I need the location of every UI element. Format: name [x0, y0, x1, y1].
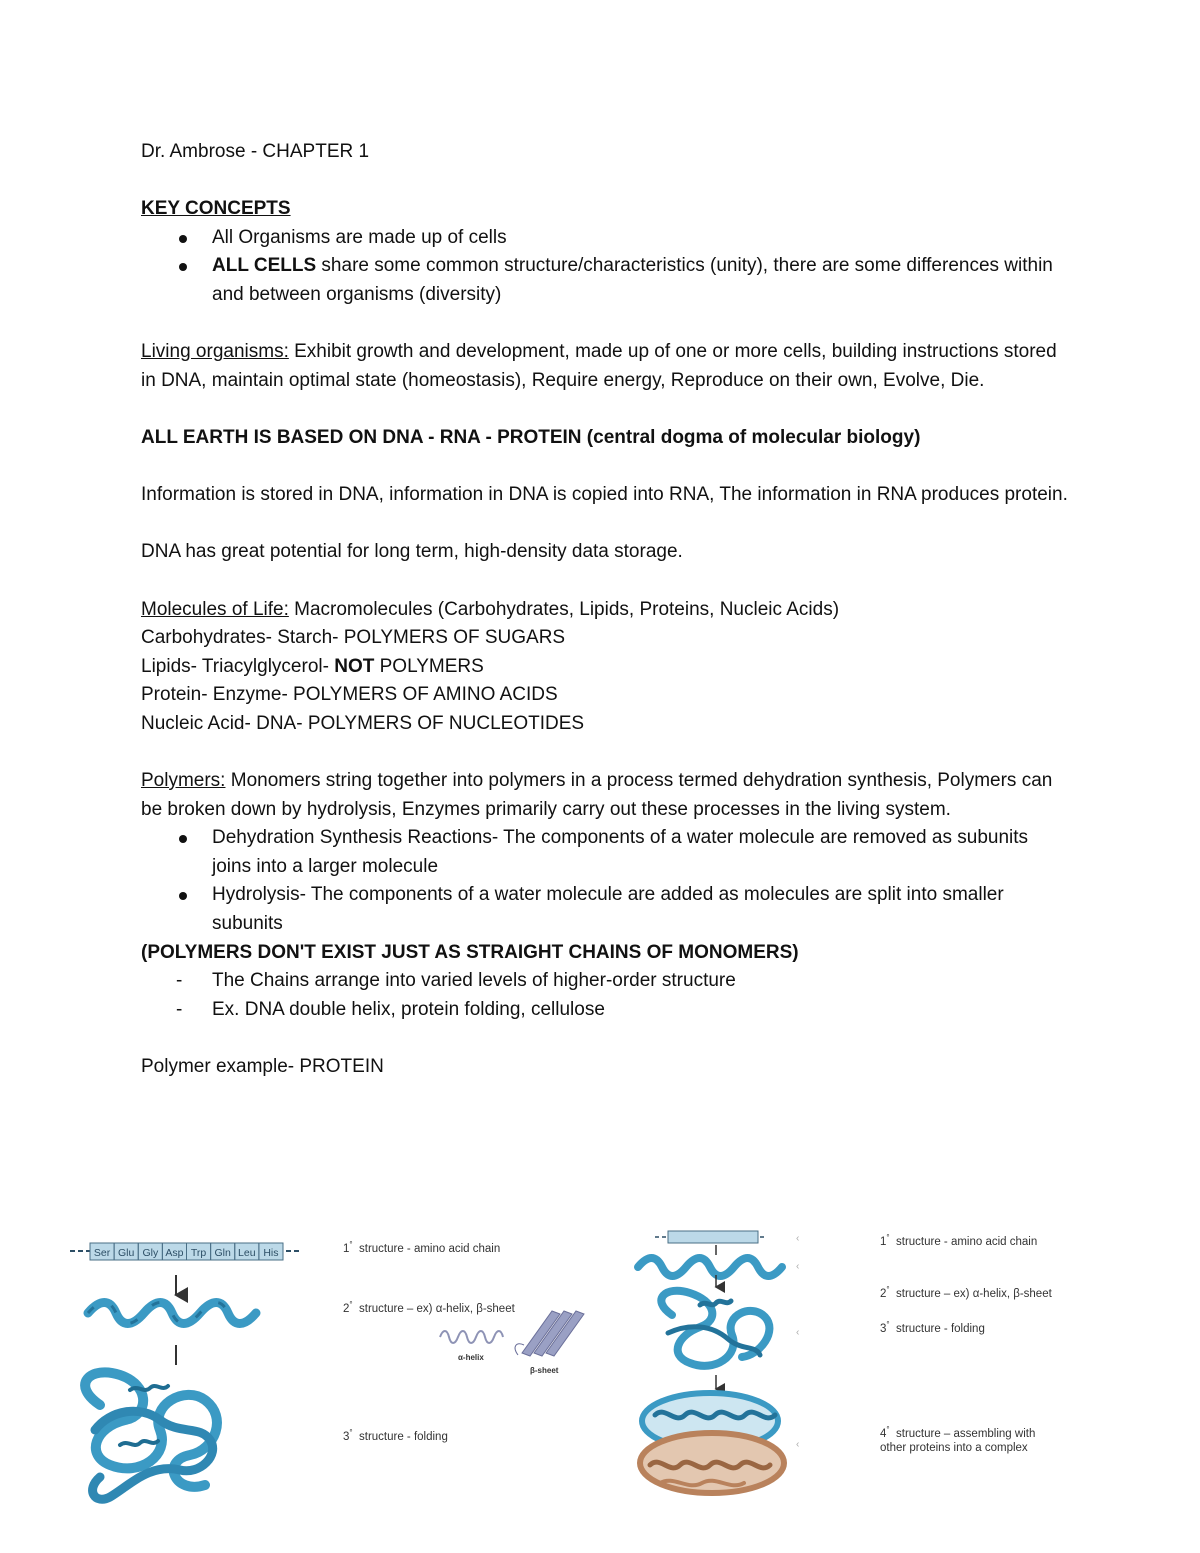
list-item: Dehydration Synthesis Reactions- The components of a water molecule are removed as subunits joins into a larger molecule — [141, 824, 1071, 881]
alpha-helix-ribbon-right — [638, 1258, 782, 1276]
protein-structure-figure — [0, 1215, 1200, 1515]
amino-acid-chain-left — [70, 1243, 300, 1260]
right-quaternary-label: 4° structure – assembling with other proteins into a complex — [880, 1425, 1036, 1454]
folded-protein-left — [85, 1372, 217, 1499]
key-concepts-list — [141, 224, 1071, 310]
list-item: ALL CELLS share some common structure/characteristics (unity), there are some differences within and between organisms (diversity) — [141, 252, 1071, 309]
carbohydrates-line: Carbohydrates- Starch- POLYMERS OF SUGARS — [141, 627, 566, 649]
document-body — [141, 138, 1071, 1082]
right-figure-markers — [796, 1233, 799, 1450]
alpha-helix-ribbon-left — [88, 1303, 256, 1324]
list-item: Hydrolysis- The components of a water molecule are added as molecules are split into smaller subunits — [141, 881, 1071, 938]
protein-complex — [640, 1393, 784, 1493]
svg-text:‹: ‹ — [796, 1233, 800, 1244]
amino-acid-label: Gly — [142, 1247, 159, 1259]
right-primary-label: 1° structure - amino acid chain — [880, 1233, 1038, 1248]
polymers-list — [141, 824, 1071, 938]
amino-acid-label: Glu — [118, 1247, 135, 1259]
protein-line: Protein- Enzyme- POLYMERS OF AMINO ACIDS — [141, 684, 558, 706]
polymers-caps-heading: (POLYMERS DON'T EXIST JUST AS STRAIGHT CHAINS OF MONOMERS) — [141, 941, 799, 963]
left-primary-label: 1° structure - amino acid chain — [343, 1240, 501, 1255]
polymer-example-line: Polymer example- PROTEIN — [141, 1056, 384, 1077]
amino-acid-label: Gln — [214, 1247, 231, 1259]
protein-structure-illustration — [0, 1215, 1200, 1515]
amino-acid-label: Leu — [238, 1247, 256, 1259]
nucleic-acid-line: Nucleic Acid- DNA- POLYMERS OF NUCLEOTIDES — [141, 712, 585, 734]
amino-acid-label: His — [263, 1247, 279, 1259]
molecules-paragraph: Molecules of Life: Macromolecules (Carbohydrates, Lipids, Proteins, Nucleic Acids) — [141, 598, 840, 620]
list-item: - Ex. DNA double helix, protein folding, cellulose — [141, 996, 1071, 1025]
list-item: - The Chains arrange into varied levels of higher-order structure — [141, 967, 1071, 996]
polymers-paragraph: Polymers: Monomers string together into polymers in a process termed dehydration synthesis, Polymers can be broken down by hydrolysis, Enzymes primarily carry out these processes in the living system. — [141, 770, 1053, 820]
page-title: Dr. Ambrose - CHAPTER 1 — [141, 141, 370, 162]
beta-sheet-pictogram — [515, 1311, 584, 1375]
amino-acid-chain-right — [655, 1231, 765, 1255]
list-item: All Organisms are made up of cells — [141, 224, 1071, 253]
amino-acid-label: Trp — [190, 1247, 207, 1259]
key-concepts-heading: KEY CONCEPTS — [141, 198, 291, 220]
amino-acid-label: Asp — [165, 1247, 184, 1259]
storage-paragraph: DNA has great potential for long term, high-density data storage. — [141, 541, 683, 563]
information-paragraph: Information is stored in DNA, information in DNA is copied into RNA, The information in RNA produces protein. — [141, 484, 1068, 506]
left-secondary-label: 2° structure – ex) α-helix, β-sheet — [343, 1300, 515, 1315]
lipids-line: Lipids- Triacylglycerol- NOT POLYMERS — [141, 655, 484, 677]
folded-protein-right — [661, 1291, 769, 1366]
svg-text:‹: ‹ — [796, 1327, 800, 1338]
living-organisms-paragraph: Living organisms: Exhibit growth and development, made up of one or more cells, building instructions stored in DNA, maintain optimal state (homeostasis), Require energy, Reproduce on their own, Evolve, Die. — [141, 341, 1057, 391]
alpha-helix-pictogram — [440, 1331, 503, 1362]
right-secondary-label: 2° structure – ex) α-helix, β-sheet — [880, 1285, 1052, 1300]
right-tertiary-label: 3° structure - folding — [880, 1320, 985, 1335]
polymers-dash-list — [141, 967, 1071, 1024]
amino-acid-label: Ser — [93, 1247, 111, 1259]
left-tertiary-label: 3° structure - folding — [343, 1428, 448, 1443]
svg-text:‹: ‹ — [796, 1261, 800, 1272]
beta-sheet-label: β-sheet — [530, 1366, 559, 1375]
svg-text:‹: ‹ — [796, 1439, 800, 1450]
central-dogma-heading: ALL EARTH IS BASED ON DNA - RNA - PROTEIN (central dogma of molecular biology) — [141, 426, 921, 448]
alpha-helix-label: α-helix — [458, 1353, 484, 1362]
